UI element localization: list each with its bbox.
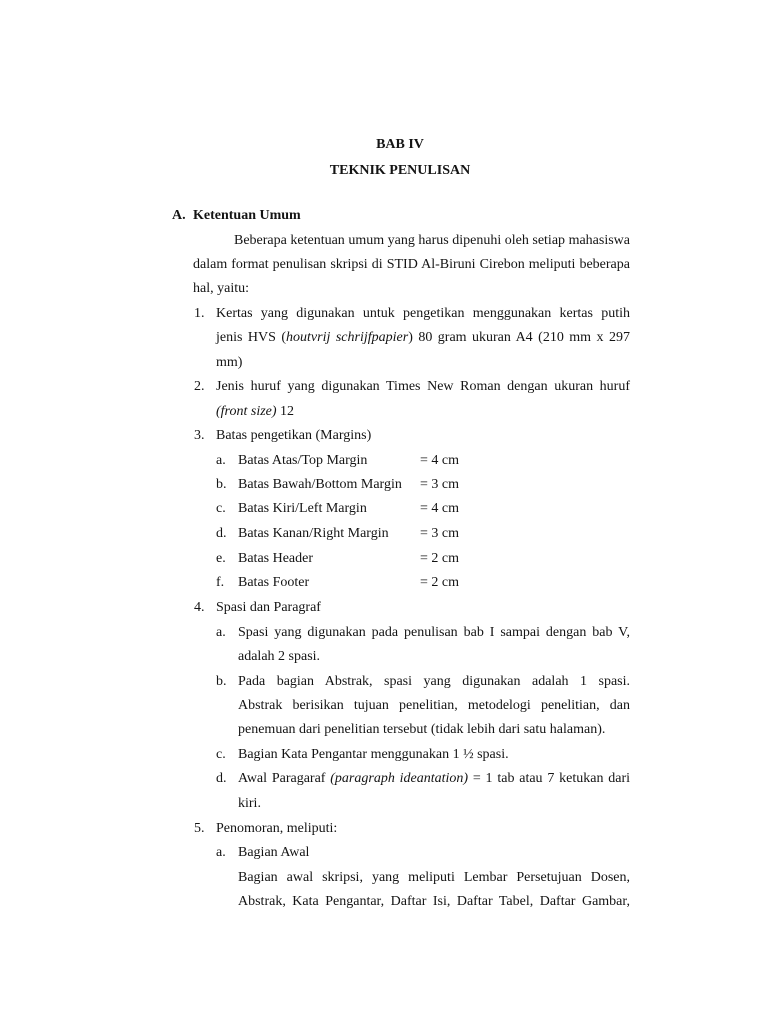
margin-a-value: = 4 cm [420, 453, 459, 468]
margin-e-value: = 2 cm [420, 551, 459, 566]
spacing-d-marker: d. [216, 771, 227, 786]
spacing-c-marker: c. [216, 747, 226, 762]
item-3-marker: 3. [194, 428, 205, 443]
numbering-a-line-1: Bagian awal skripsi, yang meliputi Lembar Persetujuan Dosen, [238, 870, 630, 885]
item-5-text: Penomoran, meliputi: [216, 821, 338, 836]
item-4-marker: 4. [194, 600, 205, 615]
margin-b-label: Batas Bawah/Bottom Margin [238, 477, 402, 492]
margin-f-marker: f. [216, 575, 225, 590]
spacing-a-marker: a. [216, 625, 226, 640]
item-1-line-2: jenis HVS (houtvrij schrijfpapier) 80 gram ukuran A4 (210 mm x 297 [216, 330, 630, 345]
section-a-heading: Ketentuan Umum [193, 208, 301, 223]
item-1-line-3: mm) [216, 355, 243, 370]
margin-e-marker: e. [216, 551, 226, 566]
margin-d-value: = 3 cm [420, 526, 459, 541]
intro-line-3: hal, yaitu: [193, 281, 249, 296]
spacing-a-line-1: Spasi yang digunakan pada penulisan bab I sampai dengan bab V, [238, 625, 630, 640]
margin-a-label: Batas Atas/Top Margin [238, 453, 368, 468]
intro-line-2: dalam format penulisan skripsi di STID Al-Biruni Cirebon meliputi beberapa [193, 257, 630, 272]
margin-e-label: Batas Header [238, 551, 314, 566]
spacing-b-line-3: penemuan dari penelitian tersebut (tidak lebih dari satu halaman). [238, 722, 606, 737]
margin-c-value: = 4 cm [420, 501, 459, 516]
spacing-b-line-1: Pada bagian Abstrak, spasi yang digunakan adalah 1 spasi. [238, 674, 630, 689]
item-5-marker: 5. [194, 821, 205, 836]
spacing-c-line-1: Bagian Kata Pengantar menggunakan 1 ½ spasi. [238, 747, 509, 762]
intro-line-1: Beberapa ketentuan umum yang harus dipenuhi oleh setiap mahasiswa [234, 233, 630, 248]
item-3-text: Batas pengetikan (Margins) [216, 428, 372, 443]
numbering-a-line-2: Abstrak, Kata Pengantar, Daftar Isi, Daftar Tabel, Daftar Gambar, [238, 894, 630, 909]
item-1-line-1: Kertas yang digunakan untuk pengetikan menggunakan kertas putih [216, 306, 630, 321]
numbering-a-title: Bagian Awal [238, 845, 310, 860]
margin-c-label: Batas Kiri/Left Margin [238, 501, 367, 516]
margin-d-label: Batas Kanan/Right Margin [238, 526, 389, 541]
item-4-text: Spasi dan Paragraf [216, 600, 321, 615]
chapter-title: TEKNIK PENULISAN [329, 163, 471, 178]
spacing-d-line-2: kiri. [238, 796, 261, 811]
margin-b-marker: b. [216, 477, 227, 492]
margin-d-marker: d. [216, 526, 227, 541]
spacing-a-line-2: adalah 2 spasi. [238, 649, 321, 664]
spacing-b-line-2: Abstrak berisikan tujuan penelitian, metodelogi penelitian, dan [238, 698, 630, 713]
spacing-b-marker: b. [216, 674, 227, 689]
spacing-d-line-1: Awal Paragaraf (paragraph ideantation) = 1 tab atau 7 ketukan dari [238, 771, 631, 786]
chapter-label: BAB IV [376, 137, 424, 152]
item-2-line-2: (front size) 12 [216, 404, 295, 419]
margin-f-value: = 2 cm [420, 575, 459, 590]
margin-f-label: Batas Footer [238, 575, 310, 590]
section-a-marker: A. [172, 208, 186, 223]
margin-a-marker: a. [216, 453, 226, 468]
item-2-marker: 2. [194, 379, 205, 394]
margin-c-marker: c. [216, 501, 226, 516]
item-1-marker: 1. [194, 306, 205, 321]
item-2-line-1: Jenis huruf yang digunakan Times New Roman dengan ukuran huruf [216, 379, 630, 394]
numbering-a-marker: a. [216, 845, 226, 860]
margin-b-value: = 3 cm [420, 477, 459, 492]
